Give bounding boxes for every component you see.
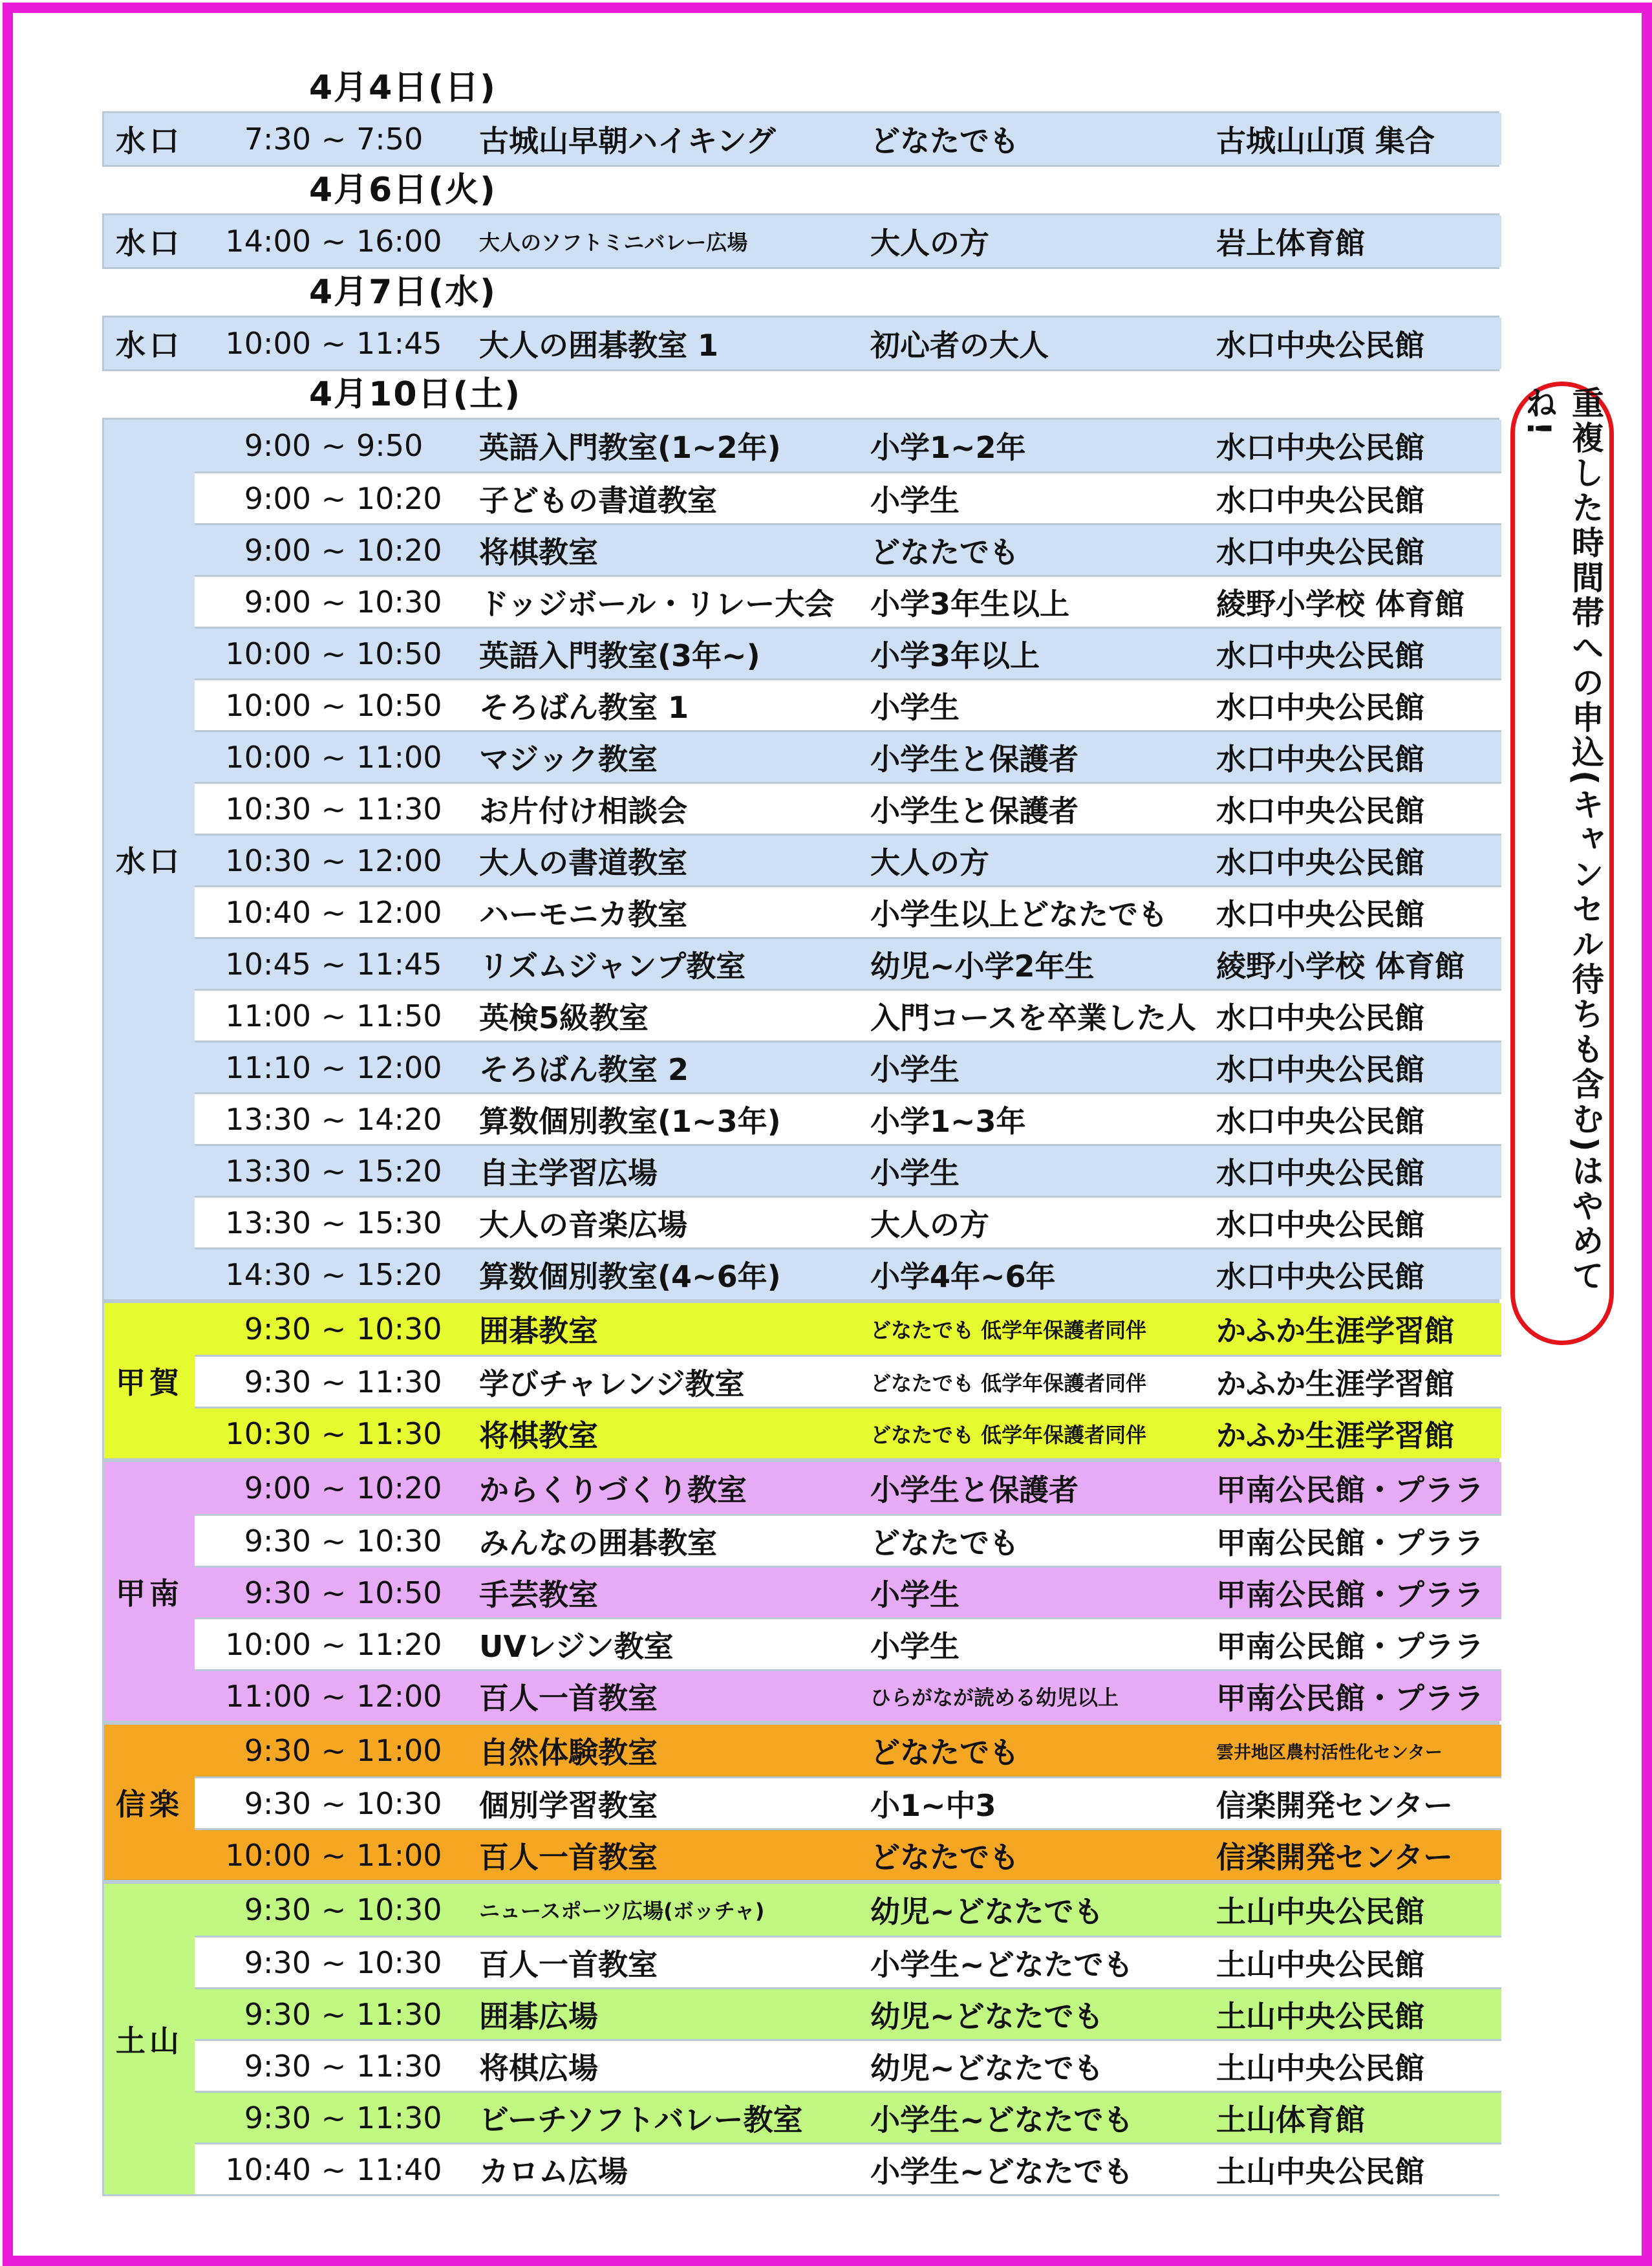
event-place: 水口中央公民館 <box>1216 1052 1424 1087</box>
end-time: 11:00 <box>356 1733 442 1768</box>
day-heading: 4月4日(日) <box>309 69 497 107</box>
event-rows <box>195 1725 1501 1880</box>
area-group <box>102 1301 1499 1460</box>
event-title: 将棋教室 <box>479 534 598 570</box>
event-title: 手芸教室 <box>479 1577 598 1612</box>
day-heading: 4月10日(土) <box>309 375 522 414</box>
event-place: 甲南公民館・プララ <box>1216 1628 1484 1664</box>
area-group <box>102 1460 1499 1723</box>
start-time: 9:30 <box>244 1575 311 1610</box>
area-group <box>102 1882 1499 2196</box>
event-target: 小学3年生以上 <box>870 586 1070 621</box>
time-separator: ~ <box>321 480 347 516</box>
start-time: 10:00 <box>225 739 311 775</box>
end-time: 9:50 <box>356 428 424 463</box>
event-row <box>195 989 1501 1041</box>
event-place: 甲南公民館・プララ <box>1216 1577 1484 1612</box>
event-title: 将棋広場 <box>479 2050 598 2086</box>
event-title: そろばん教室 1 <box>479 689 689 725</box>
event-target: 小学生 <box>870 482 960 518</box>
start-time: 9:30 <box>244 1945 311 1980</box>
event-row <box>195 1462 1501 1514</box>
time-separator: ~ <box>321 1364 347 1399</box>
event-place: 土山中央公民館 <box>1216 1947 1424 1982</box>
time-separator: ~ <box>321 843 347 878</box>
end-time: 11:30 <box>356 1996 442 2032</box>
end-time: 11:30 <box>356 2048 442 2084</box>
start-time: 9:00 <box>244 584 311 620</box>
event-title: 算数個別教室(4~6年) <box>479 1258 781 1294</box>
start-time: 9:30 <box>244 1364 311 1399</box>
event-row <box>195 1776 1501 1828</box>
event-title: ビーチソフトバレー教室 <box>479 2102 803 2137</box>
event-row <box>195 1144 1501 1196</box>
time-separator: ~ <box>321 1733 347 1768</box>
start-time: 9:30 <box>244 1311 311 1346</box>
event-target: どなたでも <box>870 534 1019 570</box>
event-target: 小学生~どなたでも <box>870 1947 1133 1982</box>
event-title: みんなの囲碁教室 <box>479 1525 717 1560</box>
event-target: 小学生以上どなたでも <box>870 896 1168 932</box>
time-separator: ~ <box>321 2048 347 2084</box>
event-target: どなたでも <box>870 124 1019 158</box>
day-heading: 4月7日(水) <box>309 273 497 312</box>
event-place: 水口中央公民館 <box>1216 793 1424 828</box>
event-row <box>195 2039 1501 2091</box>
event-title: 学びチャレンジ教室 <box>479 1366 745 1401</box>
time-separator: ~ <box>321 1678 347 1714</box>
start-time: 11:10 <box>225 1050 311 1085</box>
end-time: 15:20 <box>356 1153 442 1189</box>
notice-text: 重複した時間帯への申込(キャンセル待ちも含む)はやめてね! <box>1520 386 1604 1294</box>
event-title: 大人の書道教室 <box>479 845 687 880</box>
event-target: 大人の方 <box>870 1207 989 1242</box>
start-time: 13:30 <box>225 1101 311 1137</box>
time-separator: ~ <box>321 998 347 1033</box>
event-place: 水口中央公民館 <box>1216 1207 1424 1242</box>
end-time: 10:20 <box>356 1471 442 1505</box>
area-group <box>102 316 1499 371</box>
time-separator: ~ <box>321 326 347 361</box>
start-time: 9:30 <box>244 1733 311 1768</box>
start-time: 9:30 <box>244 1996 311 2032</box>
end-time: 11:45 <box>356 946 442 982</box>
time-separator: ~ <box>321 1996 347 2032</box>
start-time: 14:30 <box>225 1257 311 1292</box>
end-time: 10:50 <box>356 636 442 671</box>
area-label: 土山 <box>104 1884 195 2194</box>
event-target: どなたでも <box>870 1839 1019 1875</box>
event-rows <box>195 420 1501 1299</box>
area-group <box>102 213 1499 269</box>
event-title: 自然体験教室 <box>479 1735 658 1770</box>
event-title: リズムジャンプ教室 <box>479 948 746 984</box>
event-place: かふか生涯学習館 <box>1216 1418 1454 1453</box>
area-label: 信楽 <box>104 1725 195 1880</box>
event-row <box>195 678 1501 730</box>
event-target: 小学生 <box>870 1577 960 1612</box>
event-row <box>195 730 1501 782</box>
time-separator: ~ <box>321 1575 347 1610</box>
event-title: ニュースポーツ広場(ボッチャ) <box>479 1899 765 1923</box>
event-row <box>195 575 1501 627</box>
event-place: かふか生涯学習館 <box>1216 1366 1454 1401</box>
event-title: UVレジン教室 <box>479 1628 674 1664</box>
start-time: 10:30 <box>225 1416 311 1451</box>
start-time: 9:00 <box>244 428 311 463</box>
end-time: 10:30 <box>356 1523 442 1559</box>
area-label: 甲賀 <box>104 1303 195 1458</box>
event-title: 将棋教室 <box>479 1418 598 1453</box>
event-target: 小学生~どなたでも <box>870 2102 1133 2137</box>
event-target: 小学生~どなたでも <box>870 2153 1133 2189</box>
event-title: 大人の囲碁教室 1 <box>479 328 719 363</box>
end-time: 15:20 <box>356 1257 442 1292</box>
event-target: 小学3年以上 <box>870 638 1040 673</box>
event-target: 小学生 <box>870 1052 960 1087</box>
event-place: 土山体育館 <box>1216 2102 1365 2137</box>
start-time: 13:30 <box>225 1153 311 1189</box>
end-time: 10:50 <box>356 687 442 723</box>
event-place: 土山中央公民館 <box>1216 1998 1424 2034</box>
schedule <box>102 65 1499 2196</box>
event-target: 小学1~3年 <box>870 1103 1026 1139</box>
area-label: 水口 <box>104 420 195 1299</box>
time-separator: ~ <box>321 1945 347 1980</box>
event-title: 囲碁広場 <box>479 1998 598 2034</box>
event-place: 水口中央公民館 <box>1216 328 1424 363</box>
event-title: 英語入門教室(3年~) <box>479 638 760 673</box>
end-time: 11:00 <box>356 1837 442 1873</box>
event-place: 甲南公民館・プララ <box>1216 1473 1484 1507</box>
event-target: 大人の方 <box>870 226 989 261</box>
event-place: 水口中央公民館 <box>1216 689 1424 725</box>
event-place: かふか生涯学習館 <box>1216 1313 1454 1348</box>
start-time: 10:00 <box>225 1837 311 1873</box>
end-time: 10:30 <box>356 1892 442 1927</box>
start-time: 9:30 <box>244 2048 311 2084</box>
event-row <box>195 1987 1501 2039</box>
event-row <box>195 1725 1501 1776</box>
event-row <box>195 1041 1501 1092</box>
event-title: 英検5級教室 <box>479 1000 649 1035</box>
event-target: 大人の方 <box>870 845 989 880</box>
end-time: 7:50 <box>356 122 424 156</box>
end-time: 11:50 <box>356 998 442 1033</box>
end-time: 10:30 <box>356 1311 442 1346</box>
event-target: 小学生 <box>870 1155 960 1191</box>
start-time: 10:30 <box>225 791 311 826</box>
time-separator: ~ <box>321 122 347 156</box>
event-row <box>195 1884 1501 1936</box>
event-target: 入門コースを卒業した人 <box>870 1000 1196 1035</box>
event-title: 古城山早朝ハイキング <box>479 124 776 158</box>
event-title: 囲碁教室 <box>479 1313 598 1348</box>
time-separator: ~ <box>321 687 347 723</box>
time-separator: ~ <box>321 1257 347 1292</box>
start-time: 7:30 <box>244 122 311 156</box>
event-row <box>195 782 1501 834</box>
time-separator: ~ <box>321 1205 347 1240</box>
event-title: 子どもの書道教室 <box>479 482 717 518</box>
start-time: 9:00 <box>244 480 311 516</box>
event-target: ひらがなが読める幼児以上 <box>870 1685 1119 1710</box>
event-place: 信楽開発センター <box>1216 1839 1454 1875</box>
end-time: 11:30 <box>356 2100 442 2135</box>
start-time: 10:45 <box>225 946 311 982</box>
event-target: 幼児~小学2年生 <box>870 948 1095 984</box>
area-label: 水口 <box>104 113 195 165</box>
start-time: 10:00 <box>225 1626 311 1662</box>
event-target: どなたでも 低学年保護者同伴 <box>870 1370 1147 1396</box>
event-place: 水口中央公民館 <box>1216 845 1424 880</box>
event-target: どなたでも <box>870 1525 1019 1560</box>
event-place: 水口中央公民館 <box>1216 534 1424 570</box>
area-label: 水口 <box>104 215 195 267</box>
event-place: 岩上体育館 <box>1216 226 1365 261</box>
event-row <box>195 1303 1501 1355</box>
start-time: 13:30 <box>225 1205 311 1240</box>
event-title: マジック教室 <box>479 741 658 777</box>
event-target: どなたでも <box>870 1735 1019 1770</box>
event-place: 水口中央公民館 <box>1216 430 1424 465</box>
event-row <box>195 1828 1501 1880</box>
time-separator: ~ <box>321 791 347 826</box>
end-time: 10:50 <box>356 1575 442 1610</box>
event-place: 水口中央公民館 <box>1216 741 1424 777</box>
event-place: 土山中央公民館 <box>1216 2153 1424 2189</box>
time-separator: ~ <box>321 1471 347 1505</box>
event-target: 初心者の大人 <box>870 328 1049 363</box>
end-time: 12:00 <box>356 1050 442 1085</box>
event-target: 小学1~2年 <box>870 430 1026 465</box>
time-separator: ~ <box>321 1416 347 1451</box>
end-time: 11:40 <box>356 2152 442 2187</box>
end-time: 10:30 <box>356 1786 442 1821</box>
end-time: 11:30 <box>356 1416 442 1451</box>
time-separator: ~ <box>321 584 347 620</box>
event-row <box>195 1196 1501 1247</box>
event-row <box>195 420 1501 471</box>
event-place: 水口中央公民館 <box>1216 638 1424 673</box>
event-row <box>195 1936 1501 1987</box>
event-row <box>195 1566 1501 1617</box>
event-row <box>195 2091 1501 2142</box>
event-row <box>195 1355 1501 1407</box>
start-time: 9:30 <box>244 2100 311 2135</box>
end-time: 12:00 <box>356 1678 442 1714</box>
event-row <box>195 885 1501 937</box>
time-separator: ~ <box>321 1311 347 1346</box>
event-rows <box>195 113 1501 165</box>
event-rows <box>195 1303 1501 1458</box>
event-place: 甲南公民館・プララ <box>1216 1680 1484 1716</box>
end-time: 10:20 <box>356 480 442 516</box>
event-title: カロム広場 <box>479 2153 628 2189</box>
event-title: 大人のソフトミニバレー広場 <box>479 230 748 255</box>
event-target: 幼児~どなたでも <box>870 1998 1104 2034</box>
time-separator: ~ <box>321 1153 347 1189</box>
time-separator: ~ <box>321 1837 347 1873</box>
area-group <box>102 111 1499 167</box>
event-row <box>195 113 1501 165</box>
event-row <box>195 1617 1501 1669</box>
end-time: 11:45 <box>356 326 442 361</box>
start-time: 9:30 <box>244 1523 311 1559</box>
time-separator: ~ <box>321 636 347 671</box>
start-time: 11:00 <box>225 1678 311 1714</box>
time-separator: ~ <box>321 1523 347 1559</box>
event-place: 土山中央公民館 <box>1216 2050 1424 2086</box>
event-place: 甲南公民館・プララ <box>1216 1525 1484 1560</box>
event-target: どなたでも 低学年保護者同伴 <box>870 1422 1147 1447</box>
event-place: 水口中央公民館 <box>1216 1103 1424 1139</box>
time-separator: ~ <box>321 1786 347 1821</box>
event-row <box>195 937 1501 989</box>
start-time: 9:30 <box>244 1892 311 1927</box>
event-title: 英語入門教室(1~2年) <box>479 430 781 465</box>
event-row <box>195 1669 1501 1721</box>
start-time: 10:00 <box>225 687 311 723</box>
event-title: 百人一首教室 <box>479 1839 658 1875</box>
event-title: そろばん教室 2 <box>479 1052 689 1087</box>
event-title: 算数個別教室(1~3年) <box>479 1103 781 1139</box>
event-row <box>195 1092 1501 1144</box>
event-row <box>195 2142 1501 2194</box>
event-row <box>195 215 1501 267</box>
time-separator: ~ <box>321 2100 347 2135</box>
end-time: 11:20 <box>356 1626 442 1662</box>
area-group <box>102 418 1499 1301</box>
event-place: 水口中央公民館 <box>1216 482 1424 518</box>
event-target: 小学生 <box>870 1628 960 1664</box>
event-rows <box>195 318 1501 369</box>
start-time: 11:00 <box>225 998 311 1033</box>
event-place: 綾野小学校 体育館 <box>1216 586 1465 621</box>
start-time: 10:30 <box>225 843 311 878</box>
event-place: 水口中央公民館 <box>1216 1258 1424 1294</box>
event-row <box>195 318 1501 369</box>
event-row <box>195 627 1501 678</box>
event-place: 雲井地区農村活性化センター <box>1216 1742 1443 1763</box>
end-time: 12:00 <box>356 894 442 930</box>
event-place: 綾野小学校 体育館 <box>1216 948 1465 984</box>
time-separator: ~ <box>321 739 347 775</box>
event-row <box>195 1514 1501 1566</box>
event-title: お片付け相談会 <box>479 793 687 828</box>
start-time: 10:00 <box>225 326 311 361</box>
day-heading: 4月6日(火) <box>309 171 497 210</box>
end-time: 10:30 <box>356 1945 442 1980</box>
time-separator: ~ <box>321 946 347 982</box>
start-time: 10:40 <box>225 894 311 930</box>
notice-bubble <box>1510 382 1614 1345</box>
start-time: 10:40 <box>225 2152 311 2187</box>
end-time: 10:30 <box>356 584 442 620</box>
event-place: 水口中央公民館 <box>1216 896 1424 932</box>
event-title: からくりづくり教室 <box>479 1473 747 1507</box>
event-title: 個別学習教室 <box>479 1787 658 1823</box>
event-place: 水口中央公民館 <box>1216 1155 1424 1191</box>
end-time: 12:00 <box>356 843 442 878</box>
end-time: 11:30 <box>356 791 442 826</box>
event-target: 小学生 <box>870 689 960 725</box>
start-time: 10:00 <box>225 636 311 671</box>
time-separator: ~ <box>321 1892 347 1927</box>
event-target: 小学4年~6年 <box>870 1258 1056 1294</box>
time-separator: ~ <box>321 428 347 463</box>
time-separator: ~ <box>321 894 347 930</box>
start-time: 9:30 <box>244 1786 311 1821</box>
time-separator: ~ <box>321 224 347 259</box>
start-time: 14:00 <box>225 224 311 259</box>
event-place: 信楽開発センター <box>1216 1787 1454 1823</box>
event-target: 小学生と保護者 <box>870 1473 1078 1507</box>
area-label: 甲南 <box>104 1462 195 1721</box>
event-row <box>195 834 1501 885</box>
time-separator: ~ <box>321 2152 347 2187</box>
event-target: どなたでも 低学年保護者同伴 <box>870 1318 1147 1343</box>
start-time: 9:00 <box>244 532 311 568</box>
end-time: 14:20 <box>356 1101 442 1137</box>
event-row <box>195 1407 1501 1458</box>
event-place: 水口中央公民館 <box>1216 1000 1424 1035</box>
event-row <box>195 471 1501 523</box>
start-time: 9:00 <box>244 1471 311 1505</box>
time-separator: ~ <box>321 1050 347 1085</box>
end-time: 15:30 <box>356 1205 442 1240</box>
end-time: 11:00 <box>356 739 442 775</box>
event-place: 古城山山頂 集合 <box>1216 124 1435 158</box>
event-rows <box>195 215 1501 267</box>
event-target: 小学生と保護者 <box>870 793 1078 828</box>
event-rows <box>195 1462 1501 1721</box>
end-time: 11:30 <box>356 1364 442 1399</box>
event-title: 自主学習広場 <box>479 1155 658 1191</box>
time-separator: ~ <box>321 532 347 568</box>
end-time: 10:20 <box>356 532 442 568</box>
event-target: 小学生と保護者 <box>870 741 1078 777</box>
event-title: 大人の音楽広場 <box>479 1207 687 1242</box>
time-separator: ~ <box>321 1626 347 1662</box>
event-title: ハーモニカ教室 <box>479 896 687 932</box>
event-title: 百人一首教室 <box>479 1947 658 1982</box>
event-row <box>195 1247 1501 1299</box>
time-separator: ~ <box>321 1101 347 1137</box>
event-place: 土山中央公民館 <box>1216 1894 1424 1929</box>
event-target: 幼児~どなたでも <box>870 2050 1104 2086</box>
end-time: 16:00 <box>356 224 442 259</box>
event-rows <box>195 1884 1501 2194</box>
area-group <box>102 1723 1499 1882</box>
area-label: 水口 <box>104 318 195 369</box>
event-row <box>195 523 1501 575</box>
event-target: 小1~中3 <box>870 1787 996 1823</box>
event-target: 幼児~どなたでも <box>870 1894 1104 1929</box>
event-title: ドッジボール・リレー大会 <box>479 586 835 621</box>
event-title: 百人一首教室 <box>479 1680 658 1716</box>
